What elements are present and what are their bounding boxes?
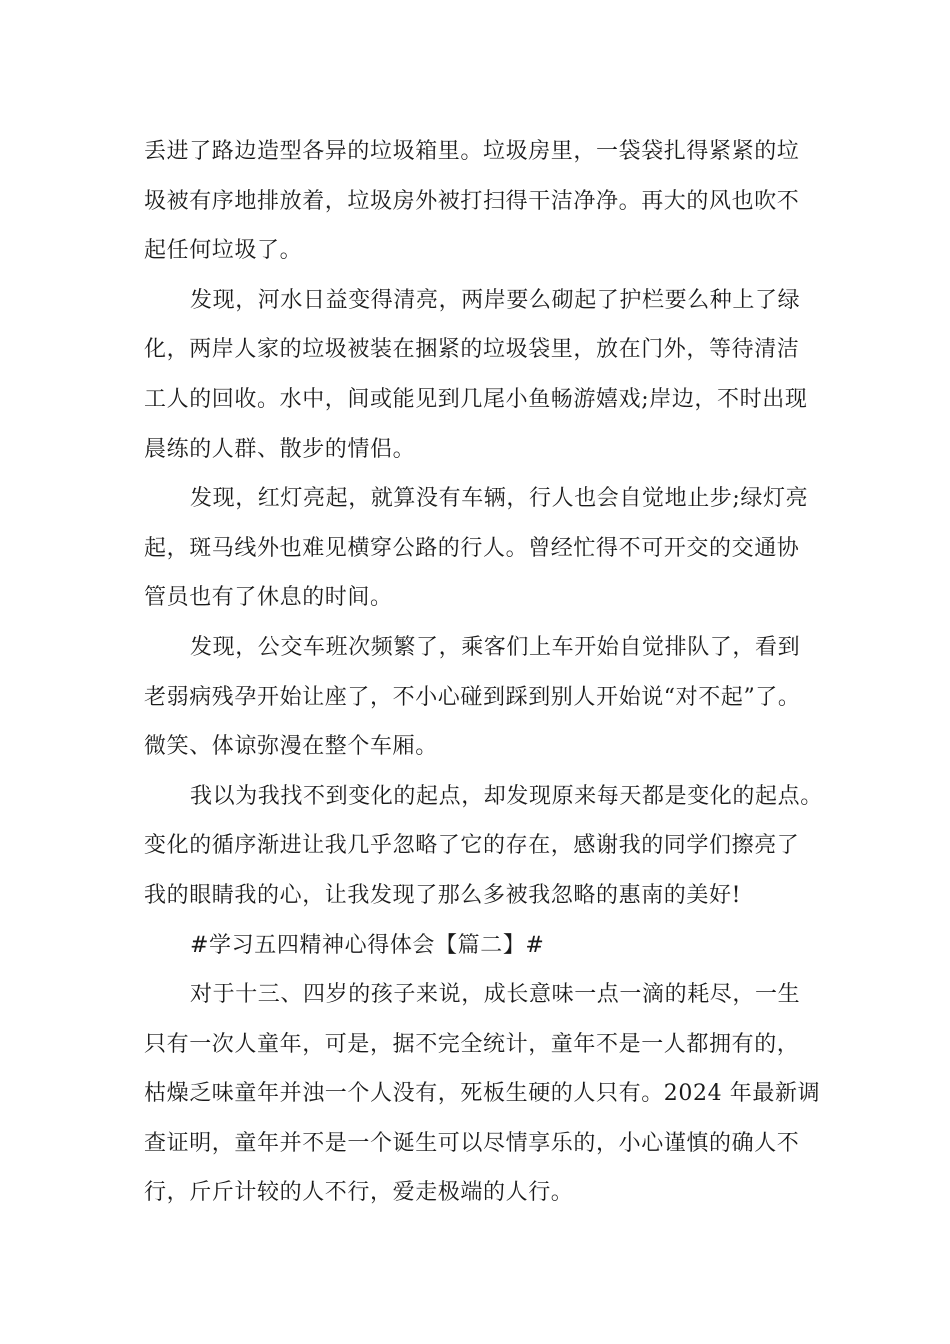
text-line: 圾被有序地排放着，垃圾房外被打扫得干洁净净。再大的风也吹不 bbox=[144, 188, 800, 214]
text-line: 发现，红灯亮起，就算没有车辆，行人也会自觉地止步;绿灯亮 bbox=[190, 486, 809, 512]
paragraph bbox=[144, 626, 824, 775]
text-line: 我的眼睛我的心，让我发现了那么多被我忽略的惠南的美好! bbox=[144, 882, 742, 908]
text-line: 晨练的人群、散步的情侣。 bbox=[144, 436, 416, 462]
text-line: 查证明，童年并不是一个诞生可以尽情享乐的，小心谨慎的确人不 bbox=[144, 1130, 800, 1156]
text-line: 起，斑马线外也难见横穿公路的行人。曾经忙得不可开交的交通协 bbox=[144, 535, 800, 561]
text-line: 工人的回收。水中，间或能见到几尾小鱼畅游嬉戏;岸边，不时出现 bbox=[144, 386, 808, 412]
text-line: 对于十三、四岁的孩子来说，成长意味一点一滴的耗尽，一生 bbox=[190, 982, 801, 1008]
text-line: 微笑、体谅弥漫在整个车厢。 bbox=[144, 734, 438, 760]
text-line: 只有一次人童年，可是，据不完全统计，童年不是一人都拥有的， bbox=[144, 1031, 800, 1057]
text-line: 我以为我找不到变化的起点，却发现原来每天都是变化的起点。 bbox=[190, 783, 823, 809]
paragraph bbox=[144, 973, 824, 1221]
section-heading-text: #学习五四精神心得体会【篇二】# bbox=[190, 932, 545, 958]
text-line: 管员也有了休息的时间。 bbox=[144, 585, 393, 611]
paragraph bbox=[144, 130, 824, 279]
text-line: 化，两岸人家的垃圾被装在捆紧的垃圾袋里，放在门外，等待清洁 bbox=[144, 337, 800, 363]
text-line: 丢进了路边造型各异的垃圾箱里。垃圾房里，一袋袋扎得紧紧的垃 bbox=[144, 139, 800, 164]
document-body bbox=[144, 130, 824, 1221]
paragraph bbox=[144, 775, 824, 924]
text-line: 行，斤斤计较的人不行，爱走极端的人行。 bbox=[144, 1180, 574, 1206]
section-heading bbox=[144, 924, 824, 974]
text-line: 起任何垃圾了。 bbox=[144, 238, 303, 264]
paragraph bbox=[144, 279, 824, 477]
text-line: 变化的循序渐进让我几乎忽略了它的存在，感谢我的同学们擦亮了 bbox=[144, 833, 800, 859]
text-line: 枯燥乏味童年并浊一个人没有，死板生硬的人只有。2024 年最新调 bbox=[144, 1081, 821, 1107]
paragraph bbox=[144, 477, 824, 626]
text-line: 老弱病残孕开始让座了，不小心碰到踩到别人开始说“对不起”了。 bbox=[144, 684, 801, 710]
text-line: 发现，公交车班次频繁了，乘客们上车开始自觉排队了，看到 bbox=[190, 634, 801, 660]
text-line: 发现，河水日益变得清亮，两岸要么砌起了护栏要么种上了绿 bbox=[190, 287, 801, 313]
